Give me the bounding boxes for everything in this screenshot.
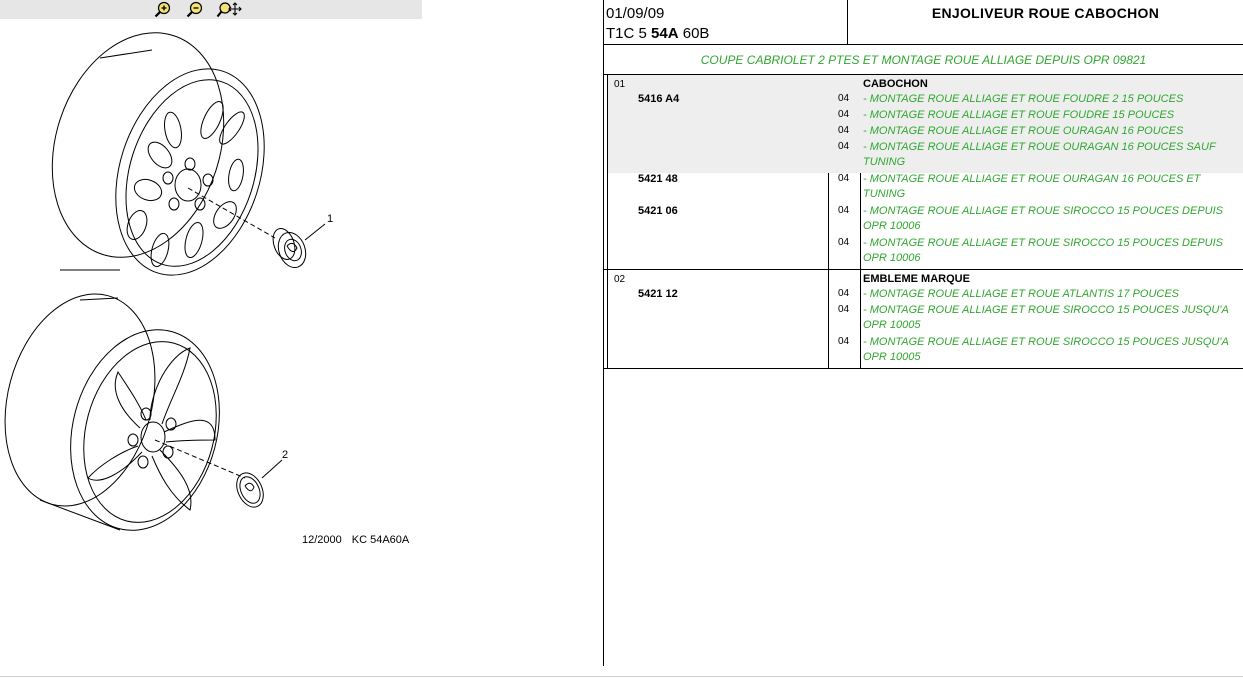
part-number[interactable]: 5421 48 (638, 173, 678, 185)
page-title: ENJOLIVEUR ROUE CABOCHON (931, 5, 1160, 21)
diagram-ref-date: 12/2000 (302, 534, 342, 546)
quantity: 04 (838, 336, 850, 347)
parts-table (604, 75, 1243, 369)
header-code-prefix: T1C 5 (606, 25, 647, 42)
zoom-toolbar (0, 0, 422, 19)
group-name: EMBLEME MARQUE (863, 273, 970, 285)
table-row[interactable] (604, 302, 1243, 334)
part-description: - MONTAGE ROUE ALLIAGE ET ROUE FOUDRE 15 POUCES (863, 109, 1175, 121)
table-row[interactable] (604, 123, 1243, 139)
diagram-panel (0, 0, 603, 678)
part-number[interactable]: 5421 12 (638, 288, 678, 300)
part-description: - MONTAGE ROUE ALLIAGE ET ROUE SIROCCO 15 POUCES JUSQU'A OPR 10005 (863, 336, 1229, 363)
quantity: 04 (838, 237, 850, 248)
quantity: 04 (838, 288, 850, 299)
table-row[interactable] (604, 107, 1243, 123)
header-info (606, 4, 846, 44)
parts-panel (604, 0, 1243, 678)
upper-wheel-drawing (24, 10, 289, 294)
lower-wheel-drawing (0, 277, 245, 547)
zoom-out-icon[interactable] (186, 1, 204, 18)
quantity: 04 (838, 141, 850, 152)
header-code-suffix: 60B (682, 25, 710, 42)
header-date: 01/09/09 (606, 5, 665, 22)
part-1-cap-drawing (269, 224, 325, 271)
part-description: - MONTAGE ROUE ALLIAGE ET ROUE SIROCCO 15 POUCES DEPUIS OPR 10006 (863, 237, 1224, 264)
wheel-diagram (0, 0, 603, 600)
part-description: - MONTAGE ROUE ALLIAGE ET ROUE OURAGAN 16 POUCES ET TUNING (863, 173, 1201, 200)
part-description: - MONTAGE ROUE ALLIAGE ET ROUE SIROCCO 15 POUCES JUSQU'A OPR 10005 (863, 304, 1229, 331)
part-number[interactable]: 5416 A4 (638, 93, 680, 105)
callout-2: 2 (282, 449, 289, 461)
quantity: 04 (838, 173, 850, 184)
quantity: 04 (838, 93, 850, 104)
zoom-pan-icon[interactable] (216, 1, 242, 18)
group-number: 02 (614, 274, 626, 285)
callout-1: 1 (327, 213, 334, 225)
diagram-ref-code: KC 54A60A (351, 534, 410, 546)
table-row[interactable] (604, 139, 1243, 171)
group-name: CABOCHON (863, 78, 928, 90)
diagram-reference (302, 534, 419, 546)
part-description: - MONTAGE ROUE ALLIAGE ET ROUE SIROCCO 15 POUCES DEPUIS OPR 10006 (863, 205, 1224, 232)
part-description: - MONTAGE ROUE ALLIAGE ET ROUE OURAGAN 16 POUCES (863, 125, 1184, 137)
quantity: 04 (838, 109, 850, 120)
parts-group-02 (604, 270, 1243, 369)
parts-header (604, 0, 1243, 45)
quantity: 04 (838, 205, 850, 216)
header-code (606, 24, 846, 44)
table-row[interactable] (604, 334, 1243, 368)
table-row[interactable] (604, 171, 1243, 203)
group-number: 01 (614, 79, 626, 90)
bottom-rule (0, 676, 1243, 677)
header-code-bold: 54A (651, 25, 679, 42)
table-row[interactable] (604, 286, 1243, 302)
part-description: - MONTAGE ROUE ALLIAGE ET ROUE FOUDRE 2 15 POUCES (863, 93, 1184, 105)
part-description: - MONTAGE ROUE ALLIAGE ET ROUE ATLANTIS 17 POUCES (863, 288, 1180, 300)
configuration-subtitle: COUPE CABRIOLET 2 PTES ET MONTAGE ROUE ALLIAGE DEPUIS OPR 09821 (604, 45, 1243, 75)
zoom-in-icon[interactable] (154, 1, 172, 18)
quantity: 04 (838, 125, 850, 136)
parts-group-01 (604, 75, 1243, 270)
table-row[interactable] (604, 203, 1243, 235)
quantity: 04 (838, 304, 850, 315)
table-row[interactable] (604, 235, 1243, 269)
part-2-emblem-drawing (232, 460, 282, 511)
table-row[interactable] (604, 91, 1243, 107)
part-description: - MONTAGE ROUE ALLIAGE ET ROUE OURAGAN 16 POUCES SAUF TUNING (863, 141, 1216, 168)
part-number[interactable]: 5421 06 (638, 205, 678, 217)
